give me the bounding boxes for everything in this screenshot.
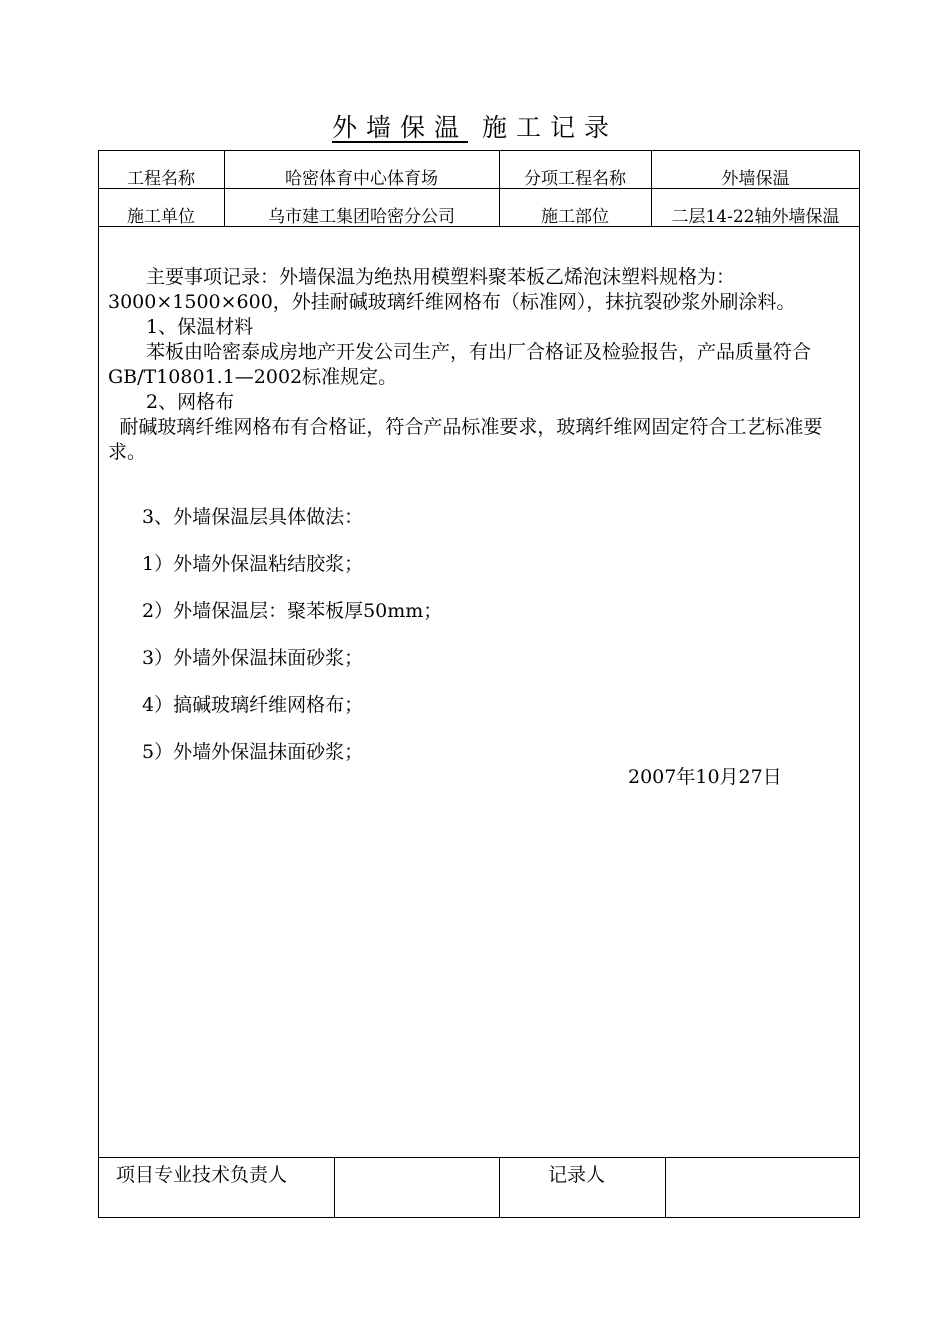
tech-lead-label: 项目专业技术负责人 [116, 1164, 288, 1186]
title-part-2: 施工记录 [482, 113, 619, 142]
construction-location-label: 施工部位 [541, 207, 609, 227]
project-name-value: 哈密体育中心体育场 [285, 169, 438, 189]
footer-col-divider-2 [499, 1157, 500, 1218]
footer-col-divider-1 [334, 1157, 335, 1218]
project-name-label: 工程名称 [127, 169, 195, 189]
section-1-title: 1、保温材料 [146, 316, 254, 338]
step-item: 2）外墙保温层：聚苯板厚50mm； [142, 600, 443, 622]
section-3-title: 3、外墙保温层具体做法： [142, 506, 364, 528]
title-part-1: 外墙保温 [331, 113, 468, 142]
section-2-text: 耐碱玻璃纤维网格布有合格证，符合产品标准要求，玻璃纤维网固定符合工艺标准要求。 [108, 416, 823, 463]
construction-unit-value: 乌市建工集团哈密分公司 [268, 207, 455, 227]
step-item: 5）外墙外保温抹面砂浆； [142, 741, 364, 763]
section-2-title: 2、网格布 [146, 391, 235, 413]
footer-col-divider-3 [665, 1157, 666, 1218]
intro-paragraph: 主要事项记录：外墙保温为绝热用模塑料聚苯板乙烯泡沫塑料规格为：3000×1500×600，外挂耐碱玻璃纤维网格布（标准网），抹抗裂砂浆外刷涂料。 [108, 266, 796, 313]
footer-top-divider [98, 1157, 860, 1158]
section-1-text: 苯板由哈密泰成房地产开发公司生产，有出厂合格证及检验报告，产品质量符合GB/T10801.1—2002标准规定。 [108, 341, 812, 388]
sub-project-value: 外墙保温 [721, 169, 790, 189]
construction-unit-label: 施工单位 [127, 207, 195, 227]
recorder-label: 记录人 [548, 1164, 606, 1186]
step-item: 1）外墙外保温粘结胶浆； [142, 553, 364, 575]
step-item: 3）外墙外保温抹面砂浆； [142, 647, 364, 669]
sub-project-label: 分项工程名称 [524, 169, 626, 189]
step-item: 4）搞碱玻璃纤维网格布； [142, 694, 364, 716]
record-date: 2007年10月27日 [628, 766, 782, 788]
document-title [0, 108, 950, 144]
record-content [108, 265, 853, 465]
construction-location-value: 二层14-22轴外墙保温 [671, 207, 840, 227]
